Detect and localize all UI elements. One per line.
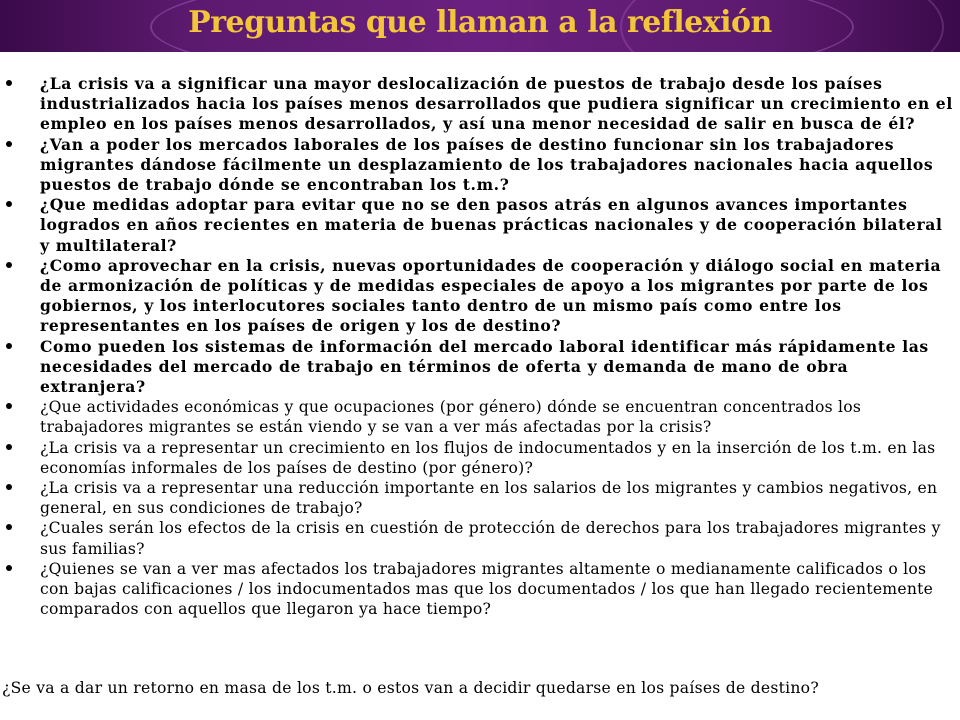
closing-question: ¿Se va a dar un retorno en masa de los t.m. o estos van a decidir quedarse en los países de destino? [2, 679, 819, 697]
bullet-icon [6, 403, 12, 409]
question-text: ¿Como aprovechar en la crisis, nuevas oportunidades de cooperación y diálogo social en materia de armonización de políticas y de medidas especiales de apoyo a los migrantes por parte de los gobiernos, y los interlocutores sociales tanto dentro de un mismo país como entre los representantes en los países de origen y los de destino? [40, 255, 942, 336]
question-item [0, 74, 960, 135]
question-item [0, 135, 960, 196]
question-text: ¿Que actividades económicas y que ocupaciones (por género) dónde se encuentran concentrados los trabajadores migrantes se están viendo y se van a ver más afectadas por la crisis? [40, 398, 862, 437]
question-text: ¿Que medidas adoptar para evitar que no se den pasos atrás en algunos avances importantes logrados en años recientes en materia de buenas prácticas nacionales y de cooperación bilateral y multilateral? [40, 195, 943, 255]
question-text: Como pueden los sistemas de información del mercado laboral identificar más rápidamente las necesidades del mercado de trabajo en términos de oferta y demanda de mano de obra extranjera? [40, 336, 929, 397]
question-text: ¿Van a poder los mercados laborales de los países de destino funcionar sin los trabajadores migrantes dándose fácilmente un desplazamiento de los trabajadores nacionales hacia aquellos puestos de trabajo dónde se encontraban los t.m.? [40, 134, 934, 195]
question-item [0, 559, 960, 620]
question-text: ¿Cuales serán los efectos de la crisis en cuestión de protección de derechos para los trabajadores migrantes y sus familias? [40, 519, 941, 558]
question-list-container [0, 74, 960, 619]
question-text: ¿La crisis va a significar una mayor deslocalización de puestos de trabajo desde los países industrializados hacia los países menos desarrollados que pudiera significar un crecimiento en el empleo en los países menos desarrollados, y así una menor necesidad de salir en busca de él? [40, 74, 953, 134]
question-item [0, 478, 960, 518]
bullet-icon [6, 343, 12, 349]
bullet-icon [6, 524, 12, 530]
bullet-icon [6, 80, 12, 86]
bullet-icon [6, 262, 12, 268]
bullet-icon [6, 201, 12, 207]
bullet-icon [6, 484, 12, 490]
question-list [0, 74, 960, 619]
question-item [0, 256, 960, 337]
title-bar [0, 0, 960, 52]
question-item [0, 518, 960, 558]
question-item [0, 438, 960, 478]
bullet-icon [6, 565, 12, 571]
question-text: ¿Quienes se van a ver mas afectados los trabajadores migrantes altamente o medianamente calificados o los con bajas calificaciones / los indocumentados mas que los documentados / los que han llegado recientemente comparados con aquellos que llegaron ya hace tiempo? [40, 559, 934, 619]
question-item [0, 337, 960, 398]
bullet-icon [6, 444, 12, 450]
bullet-icon [6, 141, 12, 147]
question-text: ¿La crisis va a representar una reducción importante en los salarios de los migrantes y cambios negativos, en general, en sus condiciones de trabajo? [40, 479, 938, 518]
question-item [0, 195, 960, 256]
question-item [0, 397, 960, 437]
slide-title: Preguntas que llaman a la reflexión [188, 5, 772, 40]
question-text: ¿La crisis va a representar un crecimiento en los flujos de indocumentados y en la inserción de los t.m. en las economías informales de los países de destino (por género)? [40, 438, 936, 477]
